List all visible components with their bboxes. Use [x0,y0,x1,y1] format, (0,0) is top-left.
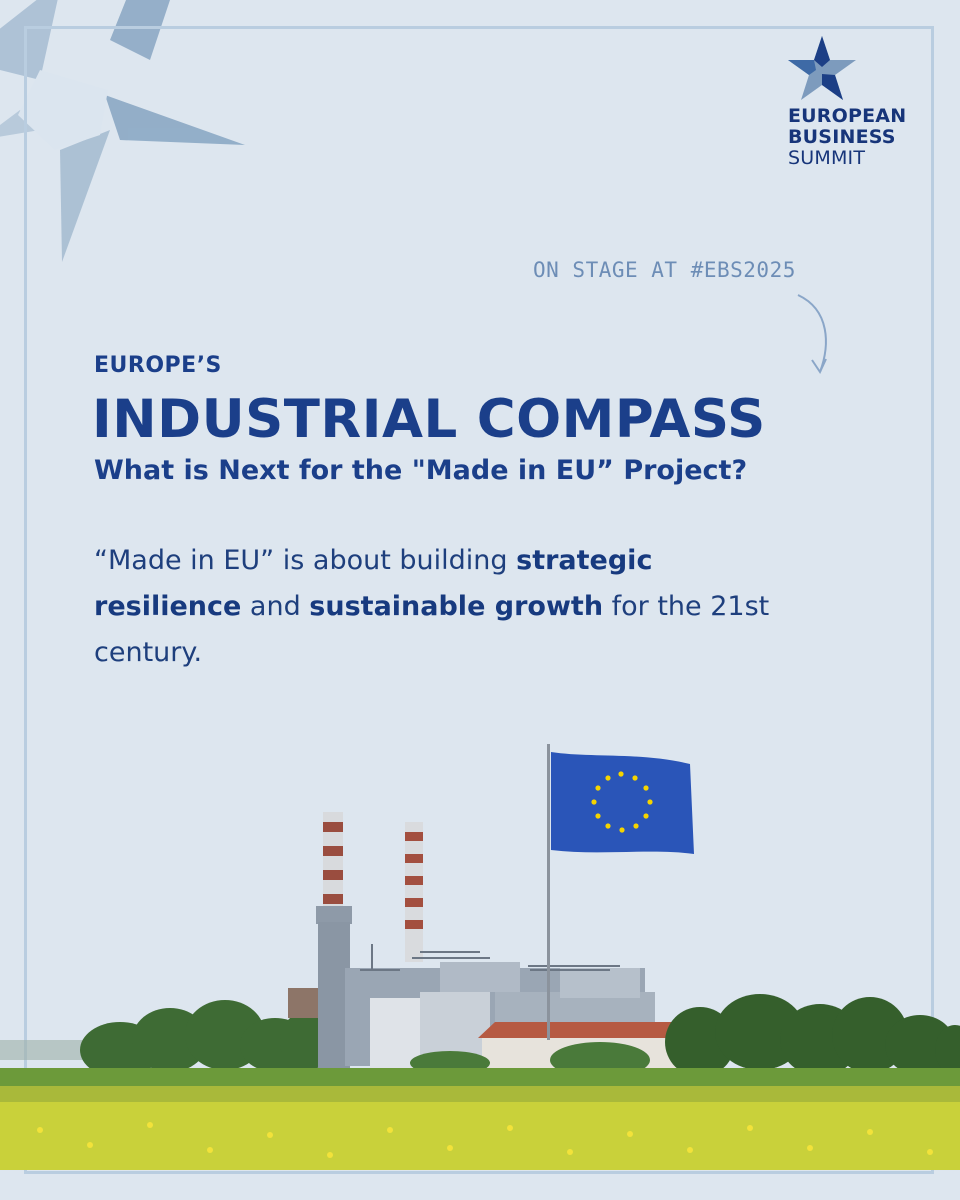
body-paragraph [94,538,794,676]
logo-text-european: EUROPEAN [788,105,907,127]
logo-text-summit: SUMMIT [788,147,866,169]
ebs-logo [786,34,926,174]
eu-flag [551,752,694,854]
body-text-part1: “Made in EU” is about building [94,545,517,576]
headline: INDUSTRIAL COMPASS [92,389,766,450]
chimney-right [405,822,423,962]
body-text-part2: and [241,591,310,622]
logo-text-business: BUSINESS [788,126,896,148]
star-icon [786,34,858,104]
body-text-part3: for the 21st century. [94,591,770,668]
body-bold-resilience: strategic resilience [94,545,653,622]
eyebrow-title: EUROPE’S [94,353,222,378]
body-bold-growth: sustainable growth [309,591,604,622]
curved-arrow-icon [790,290,860,380]
stage-label: ON STAGE AT #EBS2025 [533,258,796,282]
subtitle: What is Next for the "Made in EU” Project? [94,455,748,486]
factory-scene-illustration [0,730,960,1175]
